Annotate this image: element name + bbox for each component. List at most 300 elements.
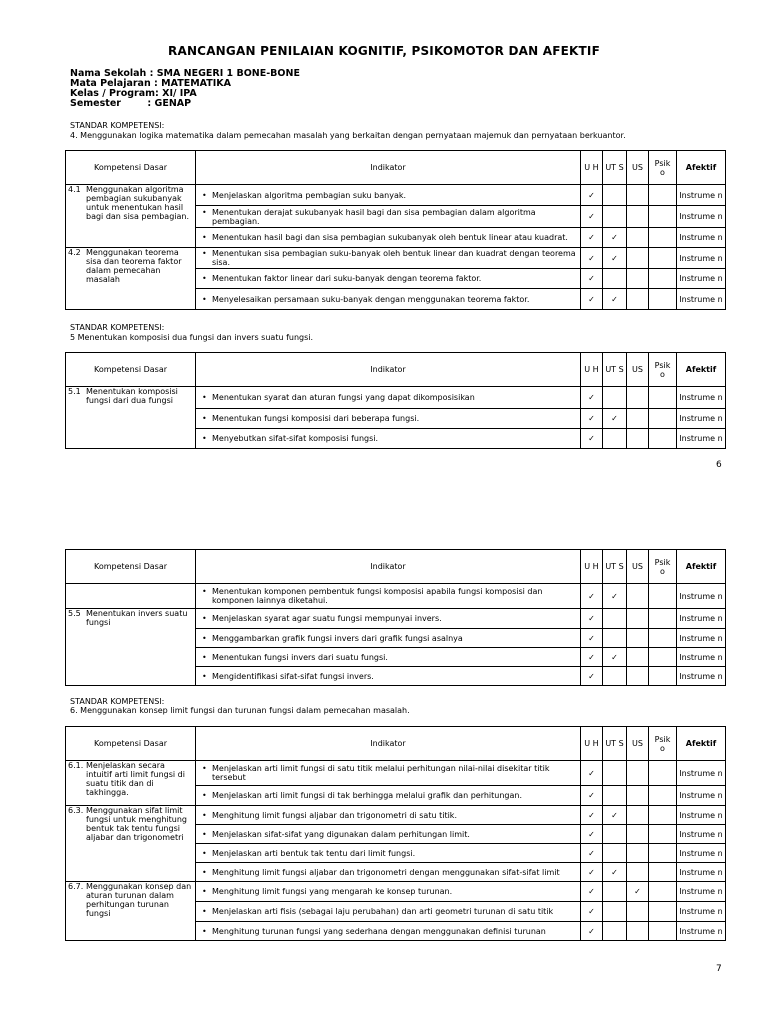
afektif-value: Instrume n — [679, 791, 723, 800]
table-header-row — [66, 151, 726, 185]
indikator-cell — [196, 228, 581, 248]
indikator-cell — [196, 902, 581, 922]
psik-cell — [649, 629, 677, 648]
afektif-cell — [677, 922, 726, 941]
assessment-table-4 — [65, 150, 726, 310]
header-uts: UT S — [603, 550, 627, 584]
assessment-table-6 — [65, 726, 726, 941]
psik-cell — [649, 667, 677, 686]
info-label: Kelas / Program — [70, 88, 156, 99]
afektif-cell — [677, 786, 726, 806]
check-icon: ✓ — [588, 414, 595, 423]
table-row — [66, 806, 726, 825]
afektif-cell — [677, 584, 726, 609]
indikator-item — [198, 811, 578, 820]
afektif-cell — [677, 609, 726, 629]
bullet-icon: • — [202, 926, 207, 936]
kompetensi-dasar-cell — [66, 584, 196, 609]
afektif-cell — [677, 882, 726, 902]
uh-cell — [581, 609, 603, 629]
indikator-item — [198, 274, 578, 283]
standar-kompetensi-label: STANDAR KOMPETENSI: — [70, 323, 165, 332]
kompetensi-dasar — [68, 761, 193, 797]
kompetensi-dasar-cell — [66, 882, 196, 941]
check-icon: ✓ — [588, 393, 595, 402]
afektif-value: Instrume n — [679, 810, 723, 820]
indikator-cell — [196, 289, 581, 310]
psik-cell — [649, 409, 677, 429]
afektif-value: Instrume n — [679, 393, 723, 402]
us-cell — [627, 825, 649, 844]
bullet-icon: • — [202, 207, 207, 217]
indikator-cell — [196, 387, 581, 409]
assessment-table-5-continued — [65, 549, 726, 686]
afektif-cell — [677, 269, 726, 289]
indikator-text: Menentukan derajat sukubanyak hasil bagi dan sisa pembagian dalam algoritma pembagian. — [212, 207, 536, 226]
check-icon: ✓ — [611, 294, 618, 304]
bullet-icon: • — [202, 791, 207, 800]
uh-cell — [581, 409, 603, 429]
header-us: US — [627, 353, 649, 387]
indikator-cell — [196, 667, 581, 686]
afektif-value: Instrume n — [679, 434, 723, 443]
psik-cell — [649, 882, 677, 902]
indikator-item — [198, 233, 578, 242]
indikator-cell — [196, 185, 581, 206]
kompetensi-dasar — [68, 185, 193, 221]
indikator-item — [198, 849, 578, 858]
uts-cell — [603, 387, 627, 409]
psik-cell — [649, 228, 677, 248]
uh-cell — [581, 863, 603, 882]
indikator-text: Menghitung limit fungsi aljabar dan trigonometri dengan menggunakan sifat-sifat limit — [212, 867, 560, 877]
indikator-text: Menentukan komponen pembentuk fungsi komposisi apabila fungsi komposisi dan komponen lainnya diketahui. — [212, 587, 543, 605]
bullet-icon: • — [202, 810, 207, 820]
check-icon: ✓ — [588, 212, 595, 221]
indikator-item — [198, 907, 578, 916]
indikator-item — [198, 614, 578, 623]
uts-cell — [603, 786, 627, 806]
indikator-text: Menentukan fungsi komposisi dari beberapa fungsi. — [212, 414, 420, 423]
header-uh: U H — [581, 727, 603, 761]
afektif-cell — [677, 409, 726, 429]
indikator-cell — [196, 806, 581, 825]
kompetensi-dasar-cell — [66, 761, 196, 806]
header-kompetensi-dasar: Kompetensi Dasar — [66, 353, 196, 387]
standar-kompetensi-label: STANDAR KOMPETENSI: — [70, 697, 165, 706]
info-separator: : — [146, 68, 157, 79]
info-value: MATEMATIKA — [161, 78, 231, 89]
header-uts: UT S — [603, 353, 627, 387]
kompetensi-dasar-cell — [66, 387, 196, 449]
indikator-text: Menjelaskan sifat-sifat yang digunakan dalam perhitungan limit. — [212, 829, 470, 839]
kd-number: 4.1 — [68, 185, 81, 194]
check-icon: ✓ — [611, 591, 618, 601]
uts-cell — [603, 429, 627, 449]
us-cell — [627, 269, 649, 289]
psik-cell — [649, 289, 677, 310]
uts-cell — [603, 289, 627, 310]
afektif-value: Instrume n — [679, 829, 723, 839]
table-row — [66, 387, 726, 409]
afektif-cell — [677, 806, 726, 825]
indikator-cell — [196, 629, 581, 648]
check-icon: ✓ — [588, 633, 595, 643]
bullet-icon: • — [202, 907, 207, 916]
header-uts: UT S — [603, 151, 627, 185]
indikator-cell — [196, 786, 581, 806]
indikator-text: Menentukan faktor linear dari suku-banyak dengan teorema faktor. — [212, 274, 482, 283]
afektif-value: Instrume n — [679, 907, 723, 916]
uts-cell — [603, 667, 627, 686]
us-cell — [627, 289, 649, 310]
table-row — [66, 185, 726, 206]
us-cell — [627, 922, 649, 941]
kd-text: Menggunakan teorema sisa dan teorema faktor dalam pemecahan masalah — [86, 248, 182, 284]
afektif-value: Instrume n — [679, 212, 723, 221]
indikator-text: Menghitung turunan fungsi yang sederhana dengan menggunakan definisi turunan — [212, 926, 546, 936]
indikator-text: Mengidentifikasi sifat-sifat fungsi invers. — [212, 671, 374, 681]
document-title: RANCANGAN PENILAIAN KOGNITIF, PSIKOMOTOR DAN AFEKTIF — [168, 44, 600, 58]
indikator-cell — [196, 761, 581, 786]
uh-cell — [581, 882, 603, 902]
afektif-value: Instrume n — [679, 414, 723, 423]
uh-cell — [581, 248, 603, 269]
afektif-cell — [677, 185, 726, 206]
page-number: 7 — [716, 964, 722, 974]
us-cell — [627, 761, 649, 786]
indikator-text: Menentukan syarat dan aturan fungsi yang dapat dikomposisikan — [212, 393, 475, 402]
check-icon: ✓ — [611, 652, 618, 662]
afektif-cell — [677, 902, 726, 922]
afektif-value: Instrume n — [679, 867, 723, 877]
afektif-cell — [677, 429, 726, 449]
us-cell — [627, 228, 649, 248]
afektif-value: Instrume n — [679, 253, 723, 263]
header-indikator: Indikator — [196, 550, 581, 584]
indikator-text: Menentukan sisa pembagian suku-banyak oleh bentuk linear dan kuadrat dengan teorema sisa. — [212, 249, 576, 267]
kd-text: Menggunakan algoritma pembagian sukubanyak untuk menentukan hasil bagi dan sisa pembagian. — [86, 185, 190, 221]
table-header-row — [66, 353, 726, 387]
check-icon: ✓ — [588, 294, 595, 304]
indikator-text: Menggambarkan grafik fungsi invers dari grafik fungsi asalnya — [212, 633, 463, 643]
kompetensi-dasar-cell — [66, 806, 196, 882]
kd-number: 5.1 — [68, 387, 81, 396]
check-icon: ✓ — [611, 414, 618, 423]
indikator-cell — [196, 609, 581, 629]
afektif-cell — [677, 863, 726, 882]
indikator-text: Menjelaskan arti bentuk tak tentu dari limit fungsi. — [212, 848, 416, 858]
indikator-cell — [196, 825, 581, 844]
uts-cell — [603, 806, 627, 825]
uts-cell — [603, 825, 627, 844]
kd-text: Menjelaskan secara intuitif arti limit fungsi di suatu titik dan di takhingga. — [86, 761, 185, 797]
info-value: GENAP — [154, 98, 192, 109]
psik-cell — [649, 648, 677, 667]
indikator-item — [198, 434, 578, 443]
bullet-icon: • — [202, 671, 207, 681]
table-row — [66, 584, 726, 609]
header-uh: U H — [581, 151, 603, 185]
bullet-icon: • — [202, 887, 207, 896]
psik-cell — [649, 185, 677, 206]
uts-cell — [603, 206, 627, 228]
check-icon: ✓ — [588, 829, 595, 839]
info-value: XI/ IPA — [162, 88, 197, 99]
psik-cell — [649, 825, 677, 844]
indikator-item — [198, 887, 578, 896]
indikator-text: Menjelaskan arti limit fungsi di satu titik melalui perhitungan nilai-nilai disekitar titik tersebut — [212, 764, 550, 782]
check-icon: ✓ — [588, 926, 595, 936]
table-row — [66, 248, 726, 269]
kd-number: 6.7. — [68, 882, 84, 891]
table-row — [66, 609, 726, 629]
bullet-icon: • — [202, 249, 207, 258]
indikator-item — [198, 868, 578, 877]
afektif-value: Instrume n — [679, 768, 723, 778]
kompetensi-dasar — [68, 248, 193, 284]
afektif-cell — [677, 289, 726, 310]
indikator-item — [198, 672, 578, 681]
us-cell — [627, 863, 649, 882]
psik-cell — [649, 902, 677, 922]
indikator-cell — [196, 584, 581, 609]
kompetensi-dasar — [68, 806, 193, 842]
uts-cell — [603, 882, 627, 902]
uts-cell — [603, 922, 627, 941]
header-kompetensi-dasar: Kompetensi Dasar — [66, 727, 196, 761]
psik-cell — [649, 269, 677, 289]
uh-cell — [581, 667, 603, 686]
kd-number: 6.1. — [68, 761, 84, 770]
indikator-text: Menjelaskan algoritma pembagian suku banyak. — [212, 190, 407, 200]
uh-cell — [581, 387, 603, 409]
check-icon: ✓ — [588, 190, 595, 200]
uh-cell — [581, 761, 603, 786]
uts-cell — [603, 844, 627, 863]
uh-cell — [581, 825, 603, 844]
kd-number: 5.5 — [68, 609, 81, 618]
table-header-row — [66, 727, 726, 761]
header-psiko: Psik o — [649, 353, 677, 387]
afektif-cell — [677, 228, 726, 248]
header-us: US — [627, 727, 649, 761]
indikator-item — [198, 393, 578, 402]
page-number: 6 — [716, 460, 722, 470]
afektif-value: Instrume n — [679, 233, 723, 242]
check-icon: ✓ — [588, 652, 595, 662]
header-indikator: Indikator — [196, 353, 581, 387]
indikator-text: Menghitung limit fungsi aljabar dan trigonometri di satu titik. — [212, 810, 457, 820]
uh-cell — [581, 185, 603, 206]
indikator-cell — [196, 206, 581, 228]
us-cell — [627, 429, 649, 449]
uh-cell — [581, 269, 603, 289]
header-afektif: Afektif — [677, 151, 726, 185]
indikator-cell — [196, 648, 581, 667]
indikator-item — [198, 634, 578, 643]
header-indikator: Indikator — [196, 151, 581, 185]
bullet-icon: • — [202, 434, 207, 443]
header-psiko: Psik o — [649, 151, 677, 185]
kompetensi-dasar-cell — [66, 185, 196, 248]
header-psiko: Psik o — [649, 550, 677, 584]
afektif-value: Instrume n — [679, 274, 723, 283]
kd-number: 4.2 — [68, 248, 81, 257]
check-icon: ✓ — [588, 810, 595, 820]
bullet-icon: • — [202, 614, 207, 623]
kd-text: Menggunakan konsep dan aturan turunan dalam perhitungan turunan fungsi — [86, 882, 192, 918]
uh-cell — [581, 289, 603, 310]
afektif-value: Instrume n — [679, 633, 723, 643]
indikator-item — [198, 587, 578, 605]
indikator-text: Menghitung limit fungsi yang mengarah ke konsep turunan. — [212, 887, 453, 896]
psik-cell — [649, 584, 677, 609]
uts-cell — [603, 248, 627, 269]
indikator-cell — [196, 844, 581, 863]
uts-cell — [603, 648, 627, 667]
afektif-value: Instrume n — [679, 848, 723, 858]
afektif-cell — [677, 387, 726, 409]
afektif-value: Instrume n — [679, 614, 723, 623]
uh-cell — [581, 584, 603, 609]
standar-kompetensi-text: 4. Menggunakan logika matematika dalam pemecahan masalah yang berkaitan dengan pernyataan majemuk dan pernyataan berkuantor. — [70, 131, 626, 140]
kd-text: Menggunakan sifat limit fungsi untuk menghitung bentuk tak tentu fungsi aljabar dan trigonometri — [86, 806, 188, 842]
header-afektif: Afektif — [677, 550, 726, 584]
uh-cell — [581, 844, 603, 863]
afektif-cell — [677, 825, 726, 844]
check-icon: ✓ — [588, 867, 595, 877]
info-separator: : — [120, 98, 155, 109]
psik-cell — [649, 206, 677, 228]
indikator-text: Menjelaskan arti limit fungsi di tak berhingga melalui grafik dan perhitungan. — [212, 791, 523, 800]
check-icon: ✓ — [588, 591, 595, 601]
psik-cell — [649, 786, 677, 806]
psik-cell — [649, 761, 677, 786]
us-cell — [627, 648, 649, 667]
us-cell — [627, 902, 649, 922]
indikator-text: Menentukan hasil bagi dan sisa pembagian sukubanyak oleh bentuk linear atau kuadrat. — [212, 233, 568, 242]
check-icon: ✓ — [588, 274, 595, 283]
afektif-cell — [677, 844, 726, 863]
us-cell — [627, 409, 649, 429]
check-icon: ✓ — [588, 233, 595, 242]
afektif-cell — [677, 206, 726, 228]
psik-cell — [649, 806, 677, 825]
afektif-cell — [677, 629, 726, 648]
indikator-text: Menentukan fungsi invers dari suatu fungsi. — [212, 652, 388, 662]
afektif-value: Instrume n — [679, 887, 723, 896]
us-cell — [627, 185, 649, 206]
indikator-item — [198, 208, 578, 226]
header-us: US — [627, 151, 649, 185]
indikator-cell — [196, 922, 581, 941]
indikator-item — [198, 927, 578, 936]
indikator-text: Menjelaskan arti fisis (sebagai laju perubahan) dan arti geometri turunan di satu titik — [212, 907, 554, 916]
bullet-icon: • — [202, 829, 207, 839]
uh-cell — [581, 429, 603, 449]
header-kompetensi-dasar: Kompetensi Dasar — [66, 550, 196, 584]
uh-cell — [581, 806, 603, 825]
us-cell — [627, 786, 649, 806]
uts-cell — [603, 269, 627, 289]
afektif-cell — [677, 248, 726, 269]
header-us: US — [627, 550, 649, 584]
uts-cell — [603, 584, 627, 609]
kd-number: 6.3. — [68, 806, 84, 815]
check-icon: ✓ — [588, 614, 595, 623]
us-cell — [627, 844, 649, 863]
bullet-icon: • — [202, 393, 207, 402]
kd-text: Menentukan invers suatu fungsi — [86, 609, 188, 627]
indikator-text: Menyebutkan sifat-sifat komposisi fungsi. — [212, 434, 379, 443]
check-icon: ✓ — [588, 434, 595, 443]
us-cell — [627, 882, 649, 902]
uts-cell — [603, 902, 627, 922]
us-cell — [627, 584, 649, 609]
uh-cell — [581, 648, 603, 667]
uh-cell — [581, 228, 603, 248]
indikator-item — [198, 191, 578, 200]
check-icon: ✓ — [588, 768, 595, 778]
header-kompetensi-dasar: Kompetensi Dasar — [66, 151, 196, 185]
psik-cell — [649, 609, 677, 629]
us-cell — [627, 629, 649, 648]
check-icon: ✓ — [611, 810, 618, 820]
table-header-row — [66, 550, 726, 584]
header-afektif: Afektif — [677, 727, 726, 761]
standar-kompetensi-label: STANDAR KOMPETENSI: — [70, 121, 165, 130]
check-icon: ✓ — [611, 253, 618, 263]
indikator-item — [198, 295, 578, 304]
uts-cell — [603, 228, 627, 248]
uh-cell — [581, 629, 603, 648]
bullet-icon: • — [202, 233, 207, 242]
header-psiko: Psik o — [649, 727, 677, 761]
afektif-cell — [677, 667, 726, 686]
header-afektif: Afektif — [677, 353, 726, 387]
psik-cell — [649, 429, 677, 449]
uh-cell — [581, 902, 603, 922]
indikator-cell — [196, 269, 581, 289]
table-row — [66, 761, 726, 786]
us-cell — [627, 248, 649, 269]
check-icon: ✓ — [588, 848, 595, 858]
bullet-icon: • — [202, 294, 207, 304]
bullet-icon: • — [202, 633, 207, 643]
uh-cell — [581, 786, 603, 806]
check-icon: ✓ — [588, 253, 595, 263]
us-cell — [627, 806, 649, 825]
header-uh: U H — [581, 353, 603, 387]
check-icon: ✓ — [634, 887, 641, 896]
bullet-icon: • — [202, 764, 207, 773]
check-icon: ✓ — [588, 671, 595, 681]
afektif-cell — [677, 761, 726, 786]
standar-kompetensi-text: 6. Menggunakan konsep limit fungsi dan turunan fungsi dalam pemecahan masalah. — [70, 706, 410, 715]
check-icon: ✓ — [611, 233, 618, 242]
indikator-item — [198, 653, 578, 662]
indikator-cell — [196, 248, 581, 269]
info-label: Semester — [70, 98, 121, 109]
kompetensi-dasar-cell — [66, 609, 196, 686]
us-cell — [627, 387, 649, 409]
kompetensi-dasar-cell — [66, 248, 196, 310]
us-cell — [627, 206, 649, 228]
standar-kompetensi-text: 5 Menentukan komposisi dua fungsi dan invers suatu fungsi. — [70, 333, 314, 342]
afektif-value: Instrume n — [679, 591, 723, 601]
psik-cell — [649, 863, 677, 882]
